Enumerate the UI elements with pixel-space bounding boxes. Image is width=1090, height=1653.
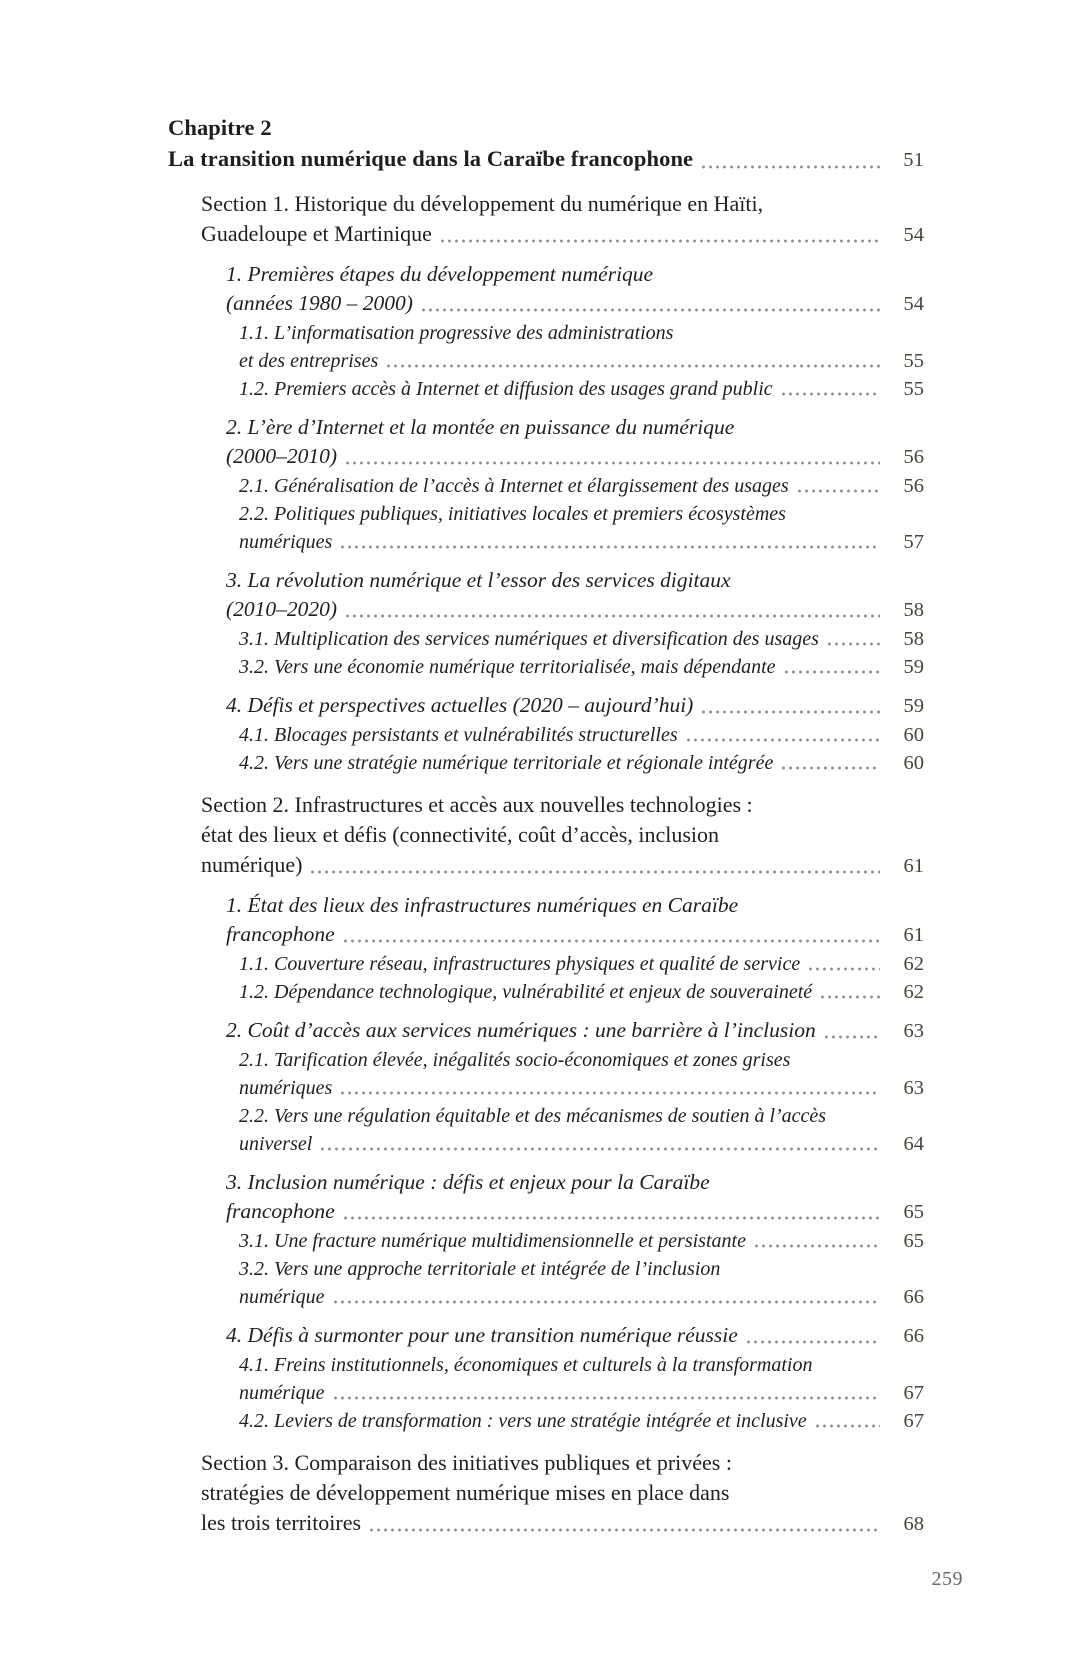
toc-entry-text: Section 1. Historique du développement du numérique en Haïti, bbox=[201, 191, 764, 216]
toc-entry-text: 4. Défis à surmonter pour une transition numérique réussie bbox=[226, 1323, 738, 1347]
toc-entry bbox=[226, 1321, 924, 1351]
toc-entry bbox=[239, 1227, 924, 1255]
toc-entry-line bbox=[239, 978, 924, 1006]
toc-entry-line bbox=[239, 749, 924, 777]
toc-entry-line bbox=[226, 920, 924, 950]
toc-entry-line bbox=[226, 289, 924, 319]
toc-entry-text: (années 1980 – 2000) bbox=[226, 291, 413, 315]
page-ref: 60 bbox=[903, 752, 924, 774]
page-ref: 63 bbox=[903, 1020, 924, 1042]
dot-leader bbox=[420, 289, 880, 319]
page-ref: 65 bbox=[903, 1201, 924, 1223]
dot-leader bbox=[344, 442, 880, 472]
toc-entry-text: Chapitre 2 bbox=[168, 115, 272, 140]
toc-entry-text: Section 2. Infrastructures et accès aux nouvelles technologies : bbox=[201, 792, 753, 817]
toc-entry-text: 1. Premières étapes du développement numérique bbox=[226, 262, 654, 286]
dot-leader bbox=[342, 1197, 880, 1227]
toc-entry-text: Guadeloupe et Martinique bbox=[201, 221, 432, 246]
toc-entry-line bbox=[239, 1407, 924, 1435]
toc-entry-line bbox=[226, 442, 924, 472]
toc-entry bbox=[239, 375, 924, 403]
dot-leader bbox=[814, 1407, 880, 1435]
dot-leader bbox=[780, 375, 880, 403]
page-ref: 62 bbox=[903, 953, 924, 975]
toc-entry-text: 3.1. Multiplication des services numériques et diversification des usages bbox=[239, 628, 819, 650]
toc-entry-text: 2. L’ère d’Internet et la montée en puissance du numérique bbox=[226, 415, 735, 439]
toc-entry bbox=[201, 189, 924, 250]
toc-entry bbox=[239, 721, 924, 749]
toc-entry-text: numériques bbox=[239, 531, 333, 553]
toc-entry-text: 3.2. Vers une économie numérique territorialisée, mais dépendante bbox=[239, 656, 776, 678]
toc-entry-line bbox=[226, 1321, 924, 1351]
page-ref: 63 bbox=[903, 1077, 924, 1099]
toc-entry bbox=[239, 625, 924, 653]
page-ref: 61 bbox=[903, 924, 924, 946]
toc-entry-line bbox=[168, 143, 924, 176]
toc-entry bbox=[239, 978, 924, 1006]
toc-entry-text: 2.2. Politiques publiques, initiatives locales et premiers écosystèmes bbox=[239, 503, 786, 525]
toc-entry-text: francophone bbox=[226, 922, 335, 946]
toc-entry bbox=[201, 1448, 924, 1539]
toc-entry-line bbox=[239, 950, 924, 978]
toc-entry-text: La transition numérique dans la Caraïbe francophone bbox=[168, 146, 694, 171]
toc-entry bbox=[239, 500, 924, 556]
toc-entry bbox=[168, 143, 924, 176]
page-ref: 65 bbox=[903, 1230, 924, 1252]
toc-entry bbox=[201, 790, 924, 881]
toc-entry-text: état des lieux et défis (connectivité, coût d’accès, inclusion bbox=[201, 822, 720, 847]
toc-entry-line bbox=[239, 375, 924, 403]
dot-leader bbox=[339, 1074, 880, 1102]
page-ref: 59 bbox=[903, 656, 924, 678]
toc-entry-text: numérique bbox=[239, 1286, 325, 1308]
toc-entry bbox=[239, 749, 924, 777]
toc-entry bbox=[226, 691, 924, 721]
toc-entry bbox=[239, 1407, 924, 1435]
dot-leader bbox=[332, 1379, 880, 1407]
toc-entry-line bbox=[239, 1227, 924, 1255]
dot-leader bbox=[753, 1227, 880, 1255]
toc-entry-text: 3. La révolution numérique et l’essor des services digitaux bbox=[226, 568, 731, 592]
toc-entry-text: (2010–2020) bbox=[226, 597, 338, 621]
page-ref: 56 bbox=[903, 475, 924, 497]
toc-entry-text: 4.1. Freins institutionnels, économiques et culturels à la transformation bbox=[239, 1354, 813, 1376]
toc-entry bbox=[239, 1046, 924, 1102]
page-ref: 56 bbox=[903, 446, 924, 468]
dot-leader bbox=[796, 472, 880, 500]
dot-leader bbox=[339, 528, 880, 556]
dot-leader bbox=[700, 691, 880, 721]
toc-entry-text: numériques bbox=[239, 1077, 333, 1099]
toc-entry-line bbox=[226, 1197, 924, 1227]
toc-entry-line bbox=[226, 691, 924, 721]
toc-entry-text: numérique) bbox=[201, 852, 303, 877]
page-ref: 55 bbox=[903, 350, 924, 372]
page-ref: 58 bbox=[903, 628, 924, 650]
toc-entry-text: 4.2. Vers une stratégie numérique territoriale et régionale intégrée bbox=[239, 752, 774, 774]
toc-entry-line bbox=[201, 1508, 924, 1539]
dot-leader bbox=[745, 1321, 880, 1351]
toc-entry-line bbox=[239, 625, 924, 653]
dot-leader bbox=[385, 347, 880, 375]
toc-entry-line bbox=[239, 1379, 924, 1407]
toc-entry-text: 2.1. Généralisation de l’accès à Internet et élargissement des usages bbox=[239, 475, 789, 497]
page-ref: 67 bbox=[903, 1410, 924, 1432]
toc-entry bbox=[239, 950, 924, 978]
toc-entry bbox=[226, 413, 924, 472]
dot-leader bbox=[826, 625, 880, 653]
toc-entry bbox=[239, 1255, 924, 1311]
toc-entry-text: 3. Inclusion numérique : défis et enjeux pour la Caraïbe bbox=[226, 1170, 710, 1194]
toc-entry-text: 4.1. Blocages persistants et vulnérabilités structurelles bbox=[239, 724, 678, 746]
toc-entry-line bbox=[226, 595, 924, 625]
toc-entry-text: universel bbox=[239, 1133, 313, 1155]
toc-entry bbox=[239, 653, 924, 681]
toc-entry-text: (2000–2010) bbox=[226, 444, 338, 468]
toc-entry-text: 2.2. Vers une régulation équitable et des mécanismes de soutien à l’accès bbox=[239, 1105, 827, 1127]
toc-entry-text: francophone bbox=[226, 1199, 335, 1223]
toc-entry-text: 3.2. Vers une approche territoriale et intégrée de l’inclusion bbox=[239, 1258, 721, 1280]
dot-leader bbox=[823, 1016, 880, 1046]
toc-entry-text: 3.1. Une fracture numérique multidimensionnelle et persistante bbox=[239, 1230, 746, 1252]
toc-entry bbox=[168, 112, 924, 143]
toc-entry-text: 1. État des lieux des infrastructures numériques en Caraïbe bbox=[226, 893, 739, 917]
page-ref: 58 bbox=[903, 599, 924, 621]
toc-entry bbox=[239, 319, 924, 375]
toc-entry-text: 4. Défis et perspectives actuelles (2020 – aujourd’hui) bbox=[226, 693, 694, 717]
dot-leader bbox=[309, 850, 880, 881]
dot-leader bbox=[807, 950, 880, 978]
dot-leader bbox=[439, 219, 880, 250]
dot-leader bbox=[783, 653, 880, 681]
page-ref: 66 bbox=[903, 1325, 924, 1347]
toc-entry-text: 1.2. Dépendance technologique, vulnérabilité et enjeux de souveraineté bbox=[239, 981, 813, 1003]
toc-entry-line bbox=[226, 1016, 924, 1046]
dot-leader bbox=[700, 143, 880, 176]
toc-entry-line bbox=[239, 653, 924, 681]
page-ref: 66 bbox=[903, 1286, 924, 1308]
page-number: 259 bbox=[931, 1568, 963, 1590]
toc-entry-text: numérique bbox=[239, 1382, 325, 1404]
toc-entry-line bbox=[239, 1074, 924, 1102]
toc-entry-text: les trois territoires bbox=[201, 1510, 362, 1535]
toc-entry-line bbox=[239, 347, 924, 375]
toc-entry bbox=[239, 1351, 924, 1407]
dot-leader bbox=[368, 1508, 880, 1539]
toc-entry-line bbox=[201, 219, 924, 250]
toc-entry-text: 4.2. Leviers de transformation : vers une stratégie intégrée et inclusive bbox=[239, 1410, 807, 1432]
page-ref: 57 bbox=[903, 531, 924, 553]
toc-list bbox=[168, 112, 924, 1539]
page-ref: 64 bbox=[903, 1133, 924, 1155]
page-ref: 60 bbox=[903, 724, 924, 746]
page-ref: 61 bbox=[903, 855, 924, 877]
toc-entry-text: 1.1. Couverture réseau, infrastructures physiques et qualité de service bbox=[239, 953, 801, 975]
toc-entry-line bbox=[201, 850, 924, 881]
toc-entry bbox=[239, 1102, 924, 1158]
page-ref: 67 bbox=[903, 1382, 924, 1404]
page-ref: 59 bbox=[903, 695, 924, 717]
page-ref: 68 bbox=[903, 1513, 924, 1535]
toc-entry-text: 2. Coût d’accès aux services numériques : une barrière à l’inclusion bbox=[226, 1018, 816, 1042]
dot-leader bbox=[344, 595, 880, 625]
dot-leader bbox=[780, 749, 880, 777]
dot-leader bbox=[342, 920, 880, 950]
toc-entry bbox=[226, 1168, 924, 1227]
toc-entry-text: 1.2. Premiers accès à Internet et diffusion des usages grand public bbox=[239, 378, 773, 400]
page-ref: 54 bbox=[903, 224, 924, 246]
toc-entry bbox=[226, 260, 924, 319]
dot-leader bbox=[819, 978, 880, 1006]
toc-entry-text: 1.1. L’informatisation progressive des administrations bbox=[239, 322, 674, 344]
toc-entry-line bbox=[239, 1283, 924, 1311]
toc-entry-line bbox=[239, 472, 924, 500]
toc-entry-text: 2.1. Tarification élevée, inégalités socio-économiques et zones grises bbox=[239, 1049, 791, 1071]
dot-leader bbox=[319, 1130, 880, 1158]
toc-entry-line bbox=[239, 528, 924, 556]
toc-entry-text: Section 3. Comparaison des initiatives publiques et privées : bbox=[201, 1450, 732, 1475]
page-ref: 54 bbox=[903, 293, 924, 315]
page-ref: 55 bbox=[903, 378, 924, 400]
toc-entry-line bbox=[239, 1130, 924, 1158]
toc-entry bbox=[226, 566, 924, 625]
dot-leader bbox=[685, 721, 880, 749]
page-ref: 62 bbox=[903, 981, 924, 1003]
toc-entry bbox=[239, 472, 924, 500]
toc-entry-text: stratégies de développement numérique mises en place dans bbox=[201, 1480, 730, 1505]
toc-entry bbox=[226, 1016, 924, 1046]
page-ref: 51 bbox=[903, 149, 924, 171]
toc-entry-text: et des entreprises bbox=[239, 350, 379, 372]
toc-entry bbox=[226, 891, 924, 950]
toc-entry-line bbox=[239, 721, 924, 749]
dot-leader bbox=[332, 1283, 880, 1311]
